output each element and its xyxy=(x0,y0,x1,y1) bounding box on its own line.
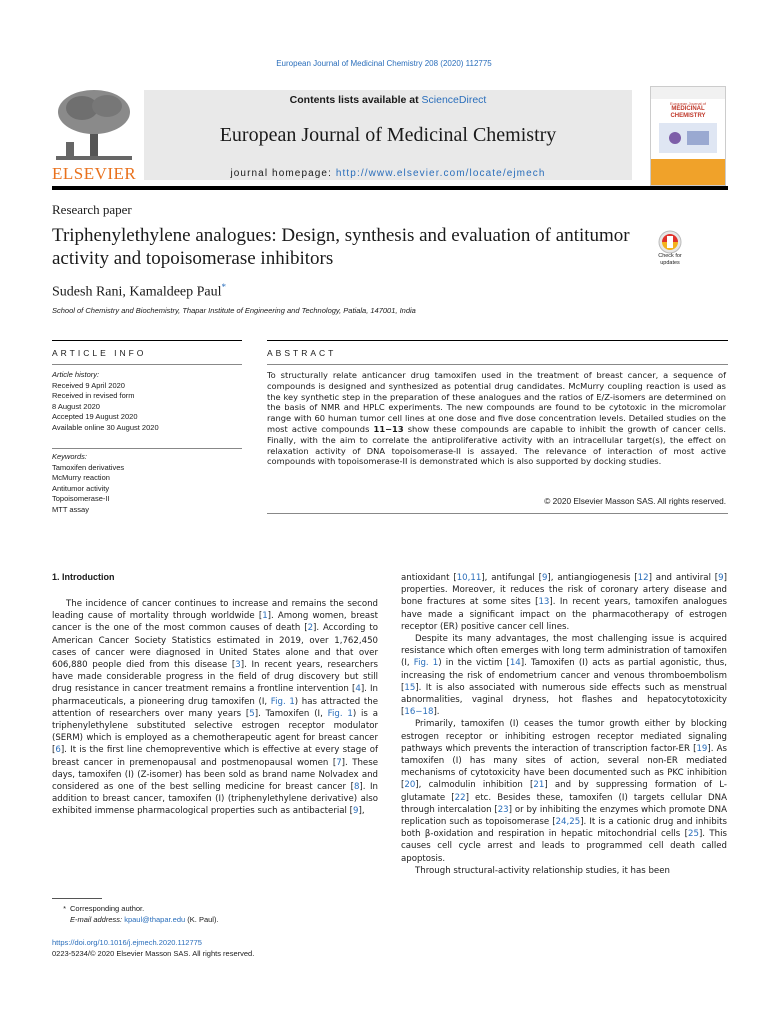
abstract-part-1: To structurally relate anticancer drug tamoxifen used in the treatment of breast cancer, a sequence of compounds is designed and synthesized as potential drug candidates. McMurry coupling reaction is used as the key synthetic step in the preparation of these analogues and the ratios of E/Z-isomers are determined on the basis of NMR and HPLC experiments. The new compounds are found to be cytotoxic in the micromolar range with 60 human tumor cell lines at one dose and five dose concentration levels. Detailed studies on the most active compounds xyxy=(267,370,726,434)
cover-figure-icon xyxy=(659,123,717,153)
author-list: Sudesh Rani, Kamaldeep Paul xyxy=(52,284,222,300)
figure-link[interactable]: Fig. 1 xyxy=(270,696,295,707)
ref-link[interactable]: 19 xyxy=(696,743,708,754)
footnote-email xyxy=(52,915,219,926)
email-label: E-mail address: xyxy=(70,914,123,924)
authors xyxy=(52,282,226,301)
email-suffix: (K. Paul). xyxy=(187,914,219,924)
email-link[interactable]: kpaul@thapar.edu xyxy=(124,914,186,924)
doi-block xyxy=(52,938,254,959)
cover-top-band xyxy=(651,87,725,99)
journal-homepage xyxy=(144,168,632,179)
intro-paragraph-2: Despite its many advantages, the most challenging issue is acquired resistance which often emerges with long term administration of tamoxifen (I, Fig. 1) in the victim [14]. Tamoxifen (I) acts as partial agonistic, thus, increasing the risk of endometrium cancer and venous thromboembolism [15]. It is also associated with numerous side effects such as menstrual abnormalities, vaginal dryness, hot flashes and hepatocytotoxicity [16−18]. xyxy=(401,634,728,718)
keyword-item: Tamoxifen derivatives xyxy=(52,462,125,472)
ref-link[interactable]: 21 xyxy=(533,780,545,791)
ref-link[interactable]: 12 xyxy=(637,573,649,583)
history-item: 8 August 2020 xyxy=(52,401,100,411)
cover-title-line-1: European Journal of xyxy=(669,101,707,106)
footnote-mark: * xyxy=(63,904,66,913)
ref-link[interactable]: 2 xyxy=(307,623,314,634)
abstract-subrule xyxy=(267,364,728,365)
ref-link[interactable]: 3 xyxy=(235,660,241,671)
ref-link[interactable]: 1 xyxy=(262,611,268,622)
publisher-name: ELSEVIER xyxy=(52,164,137,183)
abstract-text xyxy=(267,370,726,467)
journal-cover-thumbnail[interactable] xyxy=(650,86,726,186)
homepage-label: journal homepage: xyxy=(230,168,332,179)
crossmark-label-line-1: Check for xyxy=(658,253,682,259)
keywords-label: Keywords: xyxy=(52,452,88,461)
article-info-heading: ARTICLE INFO xyxy=(52,348,147,358)
cover-title-line-3: CHEMISTRY xyxy=(670,113,706,119)
history-item: Received 9 April 2020 xyxy=(52,380,125,390)
masthead-box xyxy=(144,90,632,180)
ref-link[interactable]: 5 xyxy=(249,708,255,719)
keyword-item: Topoisomerase-II xyxy=(52,494,110,503)
running-head[interactable]: European Journal of Medicinal Chemistry 208 (2020) 112775 xyxy=(276,59,492,68)
crossmark-label xyxy=(648,253,692,266)
masthead xyxy=(52,86,728,186)
ref-link[interactable]: 9 xyxy=(541,573,548,583)
footnote xyxy=(52,904,219,925)
check-for-updates-button[interactable] xyxy=(648,230,692,270)
footnote-corresponding-text: Corresponding author. xyxy=(70,904,145,913)
keywords-rule xyxy=(52,448,242,449)
ref-link[interactable]: 15 xyxy=(404,682,416,693)
article-info-subrule xyxy=(52,364,242,365)
abstract-copyright: © 2020 Elsevier Masson SAS. All rights reserved. xyxy=(544,496,726,506)
homepage-link[interactable]: http://www.elsevier.com/locate/ejmech xyxy=(335,168,546,179)
ref-link[interactable]: 24,25 xyxy=(555,817,581,828)
left-column xyxy=(52,598,378,818)
ref-link[interactable]: 9 xyxy=(353,806,359,817)
masthead-rule xyxy=(52,186,728,190)
figure-link[interactable]: Fig. 1 xyxy=(327,708,353,719)
abstract-bottom-rule xyxy=(267,513,728,514)
section-heading-introduction: 1. Introduction xyxy=(52,572,115,582)
ref-link[interactable]: 7 xyxy=(336,757,342,768)
article-history xyxy=(52,370,242,433)
keyword-item: Antitumor activity xyxy=(52,483,110,493)
contents-line xyxy=(144,94,632,106)
contents-prefix: Contents lists available at xyxy=(289,94,419,106)
right-column xyxy=(401,572,727,877)
keywords xyxy=(52,452,242,515)
affiliation: School of Chemistry and Biochemistry, Thapar Institute of Engineering and Technology, Patiala, 147001, India xyxy=(52,306,416,315)
history-item: Available online 30 August 2020 xyxy=(52,422,159,432)
abstract-compound-range: 11−13 xyxy=(373,423,404,434)
ref-link[interactable]: 16−18 xyxy=(404,707,434,718)
abstract-part-2: show these compounds are capable to inhibit the growth of cancer cells. Finally, with the aim to correlate the antiproliferative activity with an intracellular target(s), the effect on relaxation activity of DNA topoisomerase-II is assayed. The relevance of interaction of most active compounds with topoisomerase-II is demonstrated which is also supported by docking studies. xyxy=(267,423,726,467)
ref-link[interactable]: 4 xyxy=(355,684,361,695)
journal-title: European Journal of Medicinal Chemistry xyxy=(219,124,557,146)
article-title: Triphenylethylene analogues: Design, synthesis and evaluation of antitumor activity and topoisomerase inhibitors xyxy=(52,225,630,269)
ref-link[interactable]: 8 xyxy=(353,782,360,793)
cover-title-line-2: MEDICINAL xyxy=(671,106,705,112)
figure-link[interactable]: Fig. 1 xyxy=(413,658,439,669)
abstract-heading: ABSTRACT xyxy=(267,348,337,358)
elsevier-tree-logo xyxy=(52,86,136,184)
doi-link[interactable]: https://doi.org/10.1016/j.ejmech.2020.112775 xyxy=(52,938,202,947)
article-info-rule xyxy=(52,340,242,341)
tree-icon xyxy=(52,86,136,162)
sciencedirect-link[interactable]: ScienceDirect xyxy=(421,94,487,106)
keyword-item: McMurry reaction xyxy=(52,473,110,482)
history-item: Received in revised form xyxy=(52,391,135,400)
intro-paragraph-4: Through structural-activity relationship studies, it has been xyxy=(415,865,670,876)
ref-link[interactable]: 20 xyxy=(404,780,416,791)
corresponding-author-mark[interactable]: * xyxy=(221,282,227,292)
cover-graphic xyxy=(659,123,717,153)
ref-link[interactable]: 23 xyxy=(497,804,509,815)
ref-link[interactable]: 13 xyxy=(538,597,550,608)
cover-bottom-band xyxy=(651,159,725,185)
intro-paragraph-1-cont: antioxidant [10,11], antifungal [9], antiangiogenesis [12] and antiviral [9] properties. Moreover, it reduces the risk of coronary artery disease and bone fractures at some sites [13]. In recent years, tamoxifen analogues have made a significant impact on the pharmacotherapy of estrogen receptor (ER) positive cancer cell lines. xyxy=(401,573,727,632)
abstract-rule xyxy=(267,340,728,341)
crossmark-label-line-2: updates xyxy=(660,259,680,266)
ref-link[interactable]: 6 xyxy=(55,745,61,756)
intro-paragraph-3: Primarily, tamoxifen (I) ceases the tumor growth either by blocking estrogen receptor or inhibiting estrogen receptor mediated signaling pathways which prevents the interaction of transcription factor-ER [19]. As tamoxifen (I) has many sites of action, several non-ER mediated mechanisms of cytotoxicity have been documented such as PKC inhibition [20], calmodulin inhibition [21] and by suppressing formation of L-glutamate [22] etc. Besides these, tamoxifen (I) targets cellular DNA through intercalation [23] or by inhibiting the enzymes which promote DNA replication such as topoisomerase [24,25]. It is a cationic drug and inhibits both β-oxidation and respiration in hepatic mitochondrial cells [25]. This causes cell cycle arrest and leads to programmed cell death called apoptosis. xyxy=(401,719,727,864)
footnote-rule xyxy=(52,898,102,899)
history-item: Accepted 19 August 2020 xyxy=(52,412,138,421)
intro-paragraph-1: The incidence of cancer continues to increase and remains the second leading cause of mortality through worldwide [1]. Among women, breast cancer is the one of the most common causes of death [2]. According to American Cancer Society Statistics estimated in 2019, over 1,762,450 cases of cancer were diagnosed in United States alone and that over 606,880 people died from this disease [3]. In recent years, researchers have made considerable progress in the field of drug discovery but still drug resistance in cancer treatment remains a frontline intervention [4]. In pharmaceuticals, a pioneering drug tamoxifen (I, Fig. 1) has attracted the attention of researchers over many years [5]. Tamoxifen (I, Fig. 1) is a triphenylethylene substituted selective estrogen receptor modulator (SERM) which is employed as a chemotherapeutic agent for breast cancer [6]. It is the first line chemopreventive which is effective at every stage of breast cancer in premenopausal and postmenopausal women [7]. These days, tamoxifen (I) (Z-isomer) has been sold as brand name Nolvadex and considered as one of the best selling medicine for breast cancer [8]. In addition to breast cancer, tamoxifen (I) (triphenylethylene derivative) also exhibited immense pharmacological properties such as antibacterial [9], xyxy=(52,599,379,817)
issn-line: 0223-5234/© 2020 Elsevier Masson SAS. All rights reserved. xyxy=(52,948,255,958)
ref-link[interactable]: 25 xyxy=(688,829,699,840)
keyword-item: MTT assay xyxy=(52,504,89,514)
history-label: Article history: xyxy=(52,370,100,379)
ref-link[interactable]: 14 xyxy=(509,658,521,669)
ref-link[interactable]: 10,11 xyxy=(456,573,482,583)
footnote-corresponding xyxy=(52,904,219,915)
article-type: Research paper xyxy=(52,202,132,217)
ref-link[interactable]: 9 xyxy=(718,573,724,583)
ref-link[interactable]: 22 xyxy=(454,792,466,803)
